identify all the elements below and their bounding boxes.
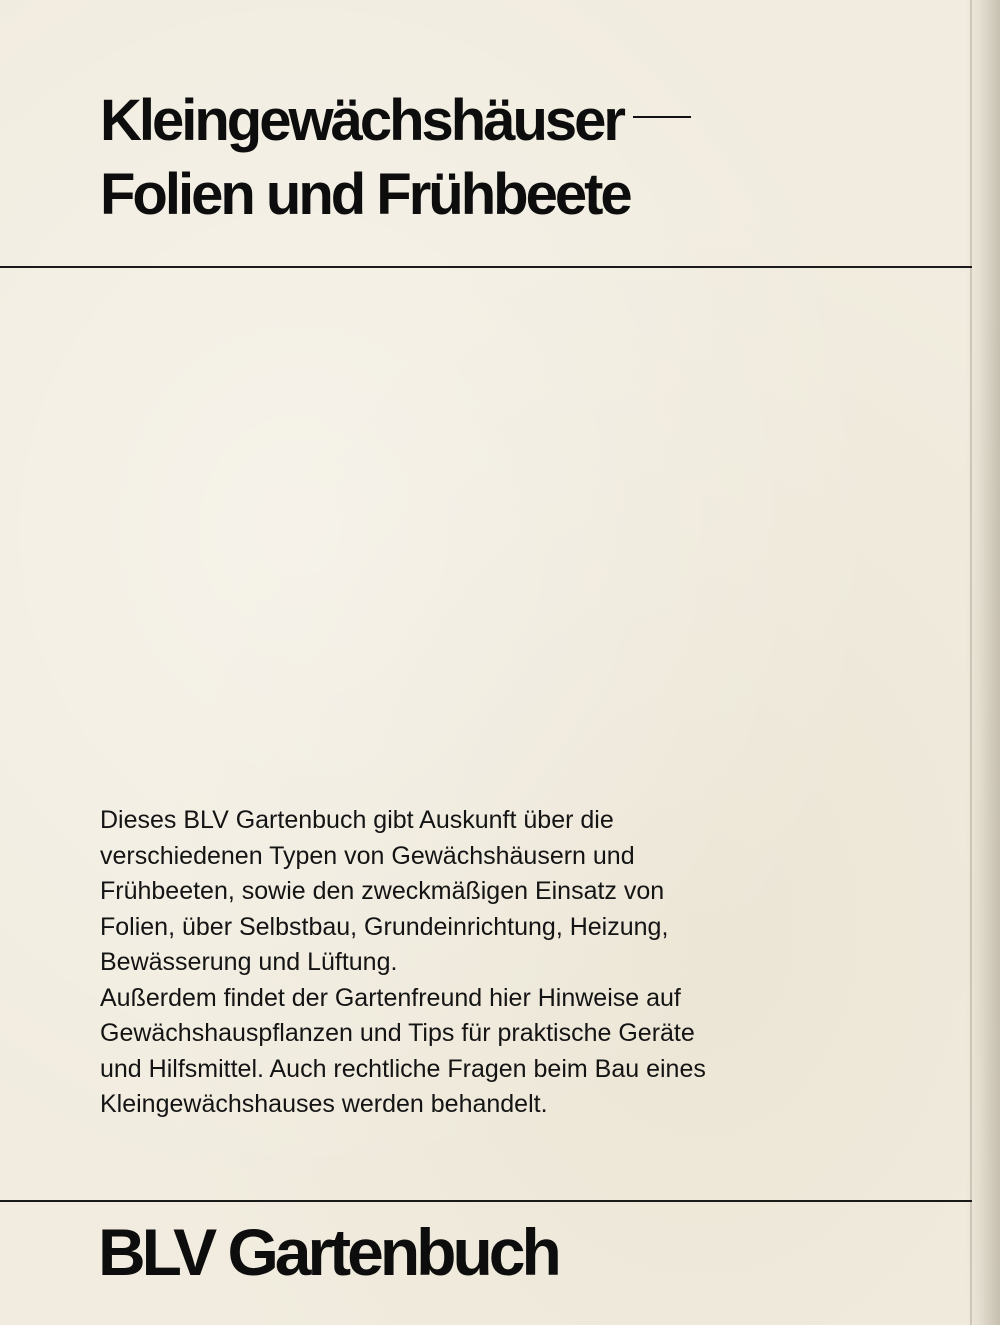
description-line: Bewässerung und Lüftung. bbox=[100, 948, 398, 976]
description-line: Frühbeeten, sowie den zweckmäßigen Einsatz von bbox=[100, 877, 665, 905]
top-divider-rule bbox=[0, 266, 972, 268]
description-text bbox=[100, 803, 940, 1123]
description-line: verschiedenen Typen von Gewächshäusern und bbox=[100, 841, 635, 870]
description-line: Kleingewächshauses werden behandelt. bbox=[100, 1090, 548, 1118]
bottom-divider-rule bbox=[0, 1200, 972, 1202]
series-name: BLV Gartenbuch bbox=[98, 1215, 558, 1289]
description-line: Dieses BLV Gartenbuch gibt Auskunft über die bbox=[100, 806, 614, 834]
title-line-1-text: Kleingewächshäuser bbox=[100, 88, 623, 153]
description-line: Gewächshauspflanzen und Tips für praktische Geräte bbox=[100, 1019, 695, 1047]
book-title bbox=[100, 84, 691, 232]
title-dash bbox=[633, 116, 691, 118]
description-line: Außerdem findet der Gartenfreund hier Hinweise auf bbox=[100, 983, 681, 1012]
title-line-1 bbox=[100, 84, 691, 158]
spine-edge-shadow bbox=[966, 0, 1000, 1325]
description-line: und Hilfsmittel. Auch rechtliche Fragen beim Bau eines bbox=[100, 1054, 706, 1083]
description-line: Folien, über Selbstbau, Grundeinrichtung, Heizung, bbox=[100, 912, 669, 941]
title-line-2: Folien und Frühbeete bbox=[100, 162, 630, 227]
